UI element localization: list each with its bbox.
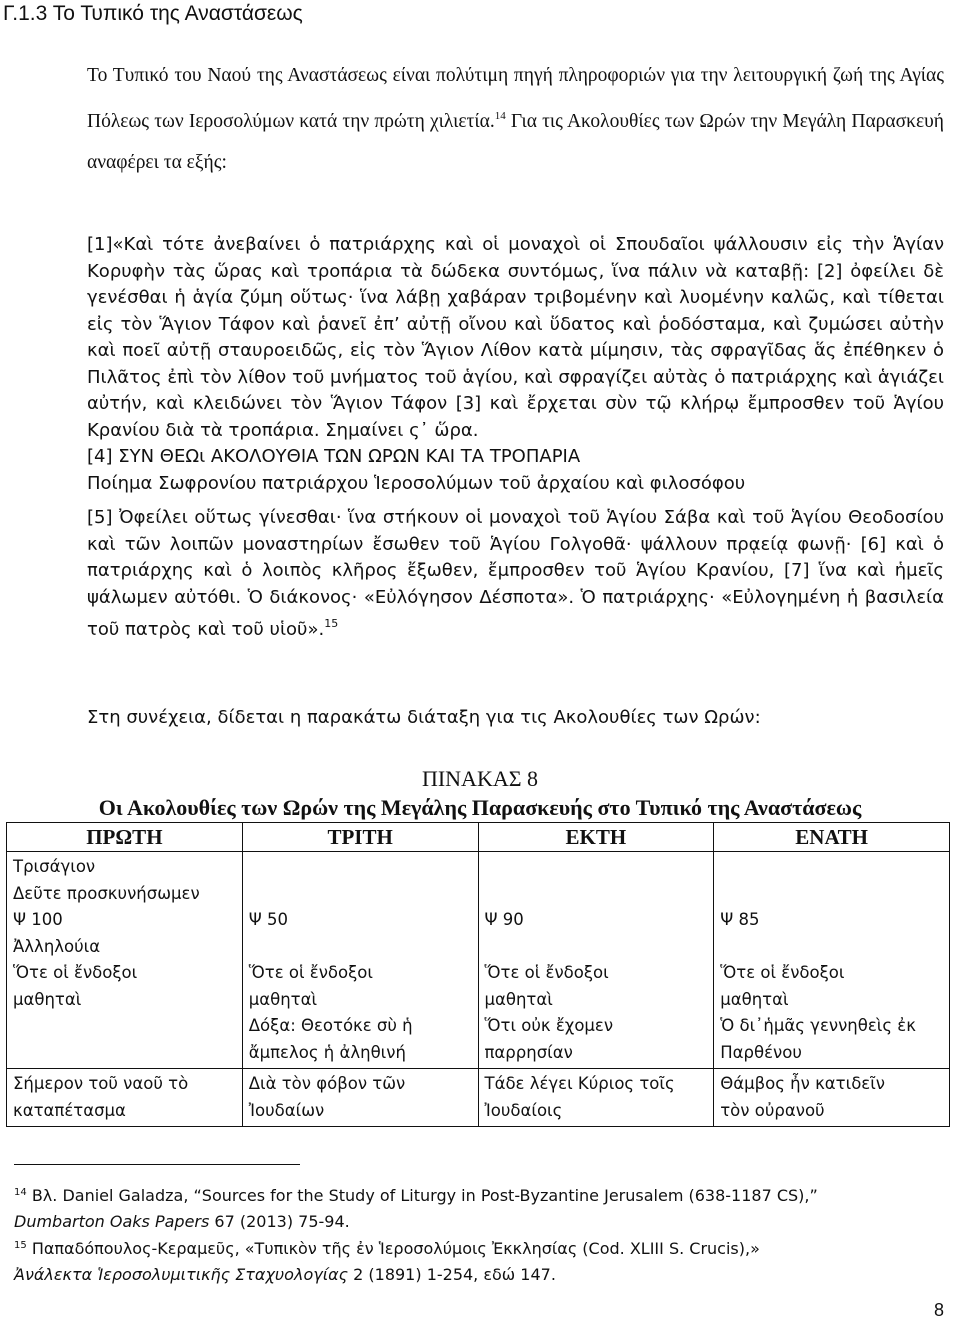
cell-line xyxy=(249,881,472,908)
cell-r1-c3 xyxy=(478,852,714,1069)
cell-line: Ὁ δι᾽ἡμᾶς γεννηθεὶς ἐκ xyxy=(720,1016,916,1035)
cell-line: μαθηταὶ xyxy=(13,989,82,1009)
marker-1: [1] xyxy=(87,234,113,255)
footnote-15: $^{15}$ Παπαδόπουλος-Κεραμεῦς, «Τυπικὸν τῆς ἐν Ἱεροσολύμοις Ἐκκλησίας (Cod. XLIII S. Crucis),» Ἀνάλεκτα Ἱεροσολυμιτικῆς Σταχυολογίας 2 (1891) 1-254, εδώ 147. xyxy=(14,1239,760,1284)
cell-line: μαθηταὶ xyxy=(248,989,318,1009)
cell-line xyxy=(720,881,943,908)
cell-r2-c3 xyxy=(478,1069,714,1127)
cell-line xyxy=(485,934,708,961)
journal-title: Ἀνάλεκτα Ἱεροσολυμιτικῆς Σταχυολογίας xyxy=(14,1265,349,1284)
table-subtitle: Οι Ακολουθίες των Ωρών της Μεγάλης Παρασκευής στο Τυπικό της Αναστάσεως xyxy=(98,795,862,820)
cell-line xyxy=(249,854,472,881)
marker-5: [5] xyxy=(87,507,113,528)
header-triti: ΤΡΙΤΗ xyxy=(242,823,478,852)
marker-2: [2] xyxy=(816,260,843,282)
cell-line: Ἰουδαίοις xyxy=(484,1100,563,1120)
marker-3: [3] xyxy=(455,393,482,414)
cell-line: Ψ 100 xyxy=(13,910,63,929)
cell-line: παρρησίαν xyxy=(484,1042,573,1062)
footnote-number: 14 xyxy=(14,1187,27,1198)
cell-line: Παρθένου xyxy=(720,1042,802,1062)
cell-line xyxy=(485,854,708,881)
table-header-row xyxy=(7,823,950,852)
cell-line: καταπέτασμα xyxy=(13,1100,126,1120)
cell-line: Ψ 50 xyxy=(248,910,288,929)
marker-7: [7] xyxy=(783,560,810,581)
marker-6: [6] xyxy=(860,533,887,555)
cell-r1-c1 xyxy=(7,852,243,1069)
cell-r1-c2 xyxy=(242,852,478,1069)
cell-line: Ὅτε οἱ ἔνδοξοι xyxy=(248,963,373,982)
cell-r1-c4 xyxy=(714,852,950,1069)
intro-paragraph xyxy=(14,55,944,183)
journal-title: Dumbarton Oaks Papers xyxy=(14,1212,210,1231)
quote-author-line: Ποίημα Σωφρονίου πατριάρχου Ἱεροσολύμων τοῦ ἀρχαίου καὶ φιλοσόφου xyxy=(87,472,746,494)
page-number: 8 xyxy=(933,1300,944,1320)
cell-line: Ὅτι οὐκ ἔχομεν xyxy=(484,1016,614,1035)
cell-r2-c2 xyxy=(242,1069,478,1127)
intro-text: Το Τυπικό του Ναού της Αναστάσεως είναι πολύτιμη πηγή πληροφοριών για την λειτουργική ζωή της Αγίας Πόλεως των Ιεροσολύμων κατά την πρώτη χιλιετία.$^{14}$ Για τις Ακολουθίες των Ωρών την Μεγάλη Παρασκευή αναφέρει τα εξής: xyxy=(87,65,944,173)
cell-line: Ἀλληλούια xyxy=(13,936,101,956)
cell-line: τὸν οὐρανοῦ xyxy=(720,1100,825,1120)
cell-line: ἄμπελος ἡ ἀληθινή xyxy=(248,1042,406,1062)
quote-block-continued xyxy=(14,505,944,644)
cell-line: Ψ 90 xyxy=(484,910,524,929)
cell-line: Διὰ τὸν φόβον τῶν xyxy=(248,1074,406,1093)
footnote-14: $^{14}$ Βλ. Daniel Galadza, “Sources for the Study of Liturgy in Post-Byzantine Jerusalem (638-1187 CS),” Dumbarton Oaks Papers 67 (2013) 75-94. xyxy=(14,1186,818,1231)
transition-sentence: Στη συνέχεια, δίδεται η παρακάτω διάταξη για τις Ακολουθίες των Ωρών: xyxy=(87,707,761,728)
cell-line xyxy=(720,854,943,881)
hours-table xyxy=(6,822,950,1127)
cell-line: Ὅτε οἱ ἔνδοξοι xyxy=(13,963,138,982)
quote-paragraph-1: [1]«Καὶ τότε ἀνεβαίνει ὁ πατριάρχης καὶ οἱ μοναχοὶ οἱ Σπουδαῖοι ψάλλουσιν εἰς τὴν Ἁγίαν Κορυφὴν τὰς ὥρας καὶ τροπάρια τὰ δώδεκα συντόμως, ἵνα πάλιν νὰ καταβῇ: [2] ὀφείλει δὲ γενέσθαι ἡ ἁγία ζύμη οὕτως· ἵνα λάβῃ χαβάραν τριβομένην καὶ λυομένην καλῶς, καὶ τίθεται εἰς τὸν Ἅγιον Τάφον καὶ ῥανεῖ ἐπ’ αὐτῇ οἴνου καὶ ὕδατος καὶ ῥοδόσταμα, καὶ ζυμώσει αὐτὴν καὶ ποεῖ αὐτῇ σταυροειδῶς, εἰς τὸν Ἅγιον Λίθον κατὰ μίμησιν, τὰς σφραγῖδας ἅς ἐπέθηκεν ὁ Πιλᾶτος ἐπὶ τὸν λίθον τοῦ μνήματος τοῦ ἁγίου, καὶ σφραγίζει αὐτὰς ὁ πατριάρχης καὶ ἁγιάζει αὐτήν, καὶ κλειδώνει τὸν Ἅγιον Τάφον [3] καὶ ἔρχεται σὺν τῷ κλήρῳ ἔμπροσθεν τοῦ Ἁγίου Κρανίου διὰ τὰ τροπάρια. Σημαίνει ς᾽ ὥρα. xyxy=(87,234,945,441)
header-ekti: ΕΚΤΗ xyxy=(478,823,714,852)
cell-line xyxy=(249,934,472,961)
section-heading: Γ.1.3 Το Τυπικό της Αναστάσεως xyxy=(3,2,303,25)
header-enati: ΕΝΑΤΗ xyxy=(714,823,950,852)
cell-line xyxy=(485,881,708,908)
cell-line: Σήμερον τοῦ ναοῦ τὸ xyxy=(13,1074,189,1093)
cell-line: Δόξα: Θεοτόκε σὺ ἡ xyxy=(248,1016,413,1035)
cell-line: Τρισάγιον xyxy=(13,857,96,876)
cell-line: Θάμβος ἦν κατιδεῖν xyxy=(720,1074,886,1093)
cell-line: Τάδε λέγει Κύριος τοῖς xyxy=(484,1074,675,1093)
header-proti: ΠΡΩΤΗ xyxy=(7,823,243,852)
cell-line: μαθηταὶ xyxy=(720,989,789,1009)
cell-line: Ὅτε οἱ ἔνδοξοι xyxy=(484,963,609,982)
footnote-number: 15 xyxy=(14,1240,27,1251)
cell-r2-c4 xyxy=(714,1069,950,1127)
footnote-ref-15[interactable]: 15 xyxy=(324,617,339,630)
footnote-divider xyxy=(14,1164,300,1165)
cell-line: μαθηταὶ xyxy=(484,989,553,1009)
cell-line: Ψ 85 xyxy=(720,910,760,929)
cell-line xyxy=(720,934,943,961)
quote-block xyxy=(14,232,944,497)
quote-paragraph-4: [4] ΣΥΝ ΘΕΩι ΑΚΟΛΟΥΘΙΑ ΤΩΝ ΩΡΩΝ ΚΑΙ ΤΑ ΤΡΟΠΑΡΙΑ xyxy=(87,446,581,467)
cell-line: Ἰουδαίων xyxy=(248,1100,325,1120)
marker-4: [4] xyxy=(87,446,113,467)
table-row xyxy=(7,1069,950,1127)
table-row xyxy=(7,852,950,1069)
cell-line: Ὅτε οἱ ἔνδοξοι xyxy=(720,963,845,982)
cell-r2-c1 xyxy=(7,1069,243,1127)
table-title: ΠΙΝΑΚΑΣ 8 xyxy=(421,766,539,791)
cell-line: Δεῦτε προσκυνήσωμεν xyxy=(13,883,200,903)
quote-paragraph-5: [5] Ὀφείλει οὕτως γίνεσθαι· ἵνα στήκουν οἱ μοναχοὶ τοῦ Ἁγίου Σάβα καὶ τοῦ Ἁγίου Θεοδοσίου καὶ τῶν λοιπῶν μοναστηρίων ἔσωθεν τοῦ Ἁγίου Γολγοθᾶ· ψάλλουν πρᾳείᾳ φωνῇ· [6] καὶ ὁ πατριάρχης καὶ ὁ λοιπὸς κλῆρος ἔξωθεν, ἔμπροσθεν τοῦ Ἁγίου Κρανίου, [7] ἵνα καὶ ἡμεῖς ψάλωμεν αὐτόθι. Ὁ διάκονος· «Εὐλόγησον Δέσποτα». Ὁ πατριάρχης· «Εὐλογημένη ἡ βασιλεία τοῦ πατρὸς καὶ τοῦ υἱοῦ».$^{15}$ xyxy=(87,507,944,640)
footnote-ref-14[interactable]: 14 xyxy=(494,110,506,122)
